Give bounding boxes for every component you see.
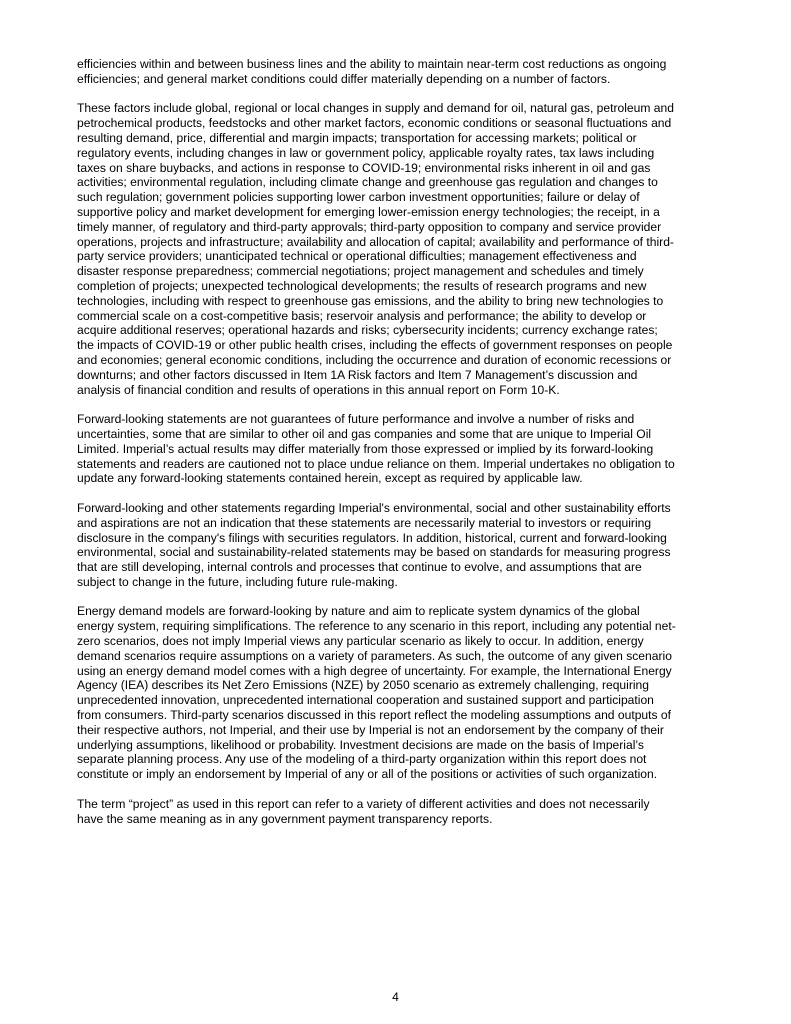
paragraph-project-term: The term “project” as used in this report can refer to a variety of different activities and does not necessarily have the same meaning as in any government payment transparency reports. [77,796,650,826]
document-body [77,57,717,841]
page-number: 4 [392,990,399,1004]
paragraph-energy-demand-models: Energy demand models are forward-looking by nature and aim to replicate system dynamics of the global energy system, requiring simplifications. The reference to any scenario in this report, including any potential net- zero scenarios, does not imply Imperial views any particular scenario as likely to occur. In addition, energy demand scenarios require assumptions on a variety of parameters. As such, the outcome of any given scenario using an energy demand model comes with a high degree of uncertainty. For example, the International Energy Agency (IEA) describes its Net Zero Emissions (NZE) by 2050 scenario as extremely challenging, requiring unprecedented innovation, unprecedented international cooperation and sustained support and participation from consumers. Third-party scenarios discussed in this report reflect the modeling assumptions and outputs of their respective authors, not Imperial, and their use by Imperial is not an endorsement by the company of their underlying assumptions, likelihood or probability. Investment decisions are made on the basis of Imperial’s separate planning process. Any use of the modeling of a third-party organization within this report does not constitute or imply an endorsement by Imperial of any or all of the positions or activities of such organization. [77,604,676,782]
paragraph-efficiencies: efficiencies within and between business lines and the ability to maintain near-term cost reductions as ongoing efficiencies; and general market conditions could differ materially depending on a number of factors. [77,57,667,86]
paragraph-forward-looking-guarantees: Forward-looking statements are not guarantees of future performance and involve a number of risks and uncertainties, some that are similar to other oil and gas companies and some that are unique to Imperial Oil Limited. Imperial’s actual results may differ materially from those expressed or implied by its forward-looking statements and readers are cautioned not to place undue reliance on them. Imperial undertakes no obligation to update any forward-looking statements contained herein, except as required by applicable law. [77,412,675,486]
paragraph-sustainability-statements: Forward-looking and other statements regarding Imperial's environmental, social and other sustainability efforts and aspirations are not an indication that these statements are necessarily material to investors or requiring disclosure in the company's filings with securities regulators. In addition, historical, current and forward-looking environmental, social and sustainability-related statements may be based on standards for measuring progress that are still developing, internal controls and processes that continue to evolve, and assumptions that are subject to change in the future, including future rule-making. [77,500,671,589]
paragraph-factors: These factors include global, regional or local changes in supply and demand for oil, natural gas, petroleum and petrochemical products, feedstocks and other market factors, economic conditions or seasonal fluctuations and resulting demand, price, differential and margin impacts; transportation for accessing markets; political or regulatory events, including changes in law or government policy, applicable royalty rates, tax laws including taxes on share buybacks, and actions in response to COVID-19; environmental risks inherent in oil and gas activities; environmental regulation, including climate change and greenhouse gas regulation and changes to such regulation; government policies supporting lower carbon investment opportunities; failure or delay of supportive policy and market development for emerging lower-emission energy technologies; the receipt, in a timely manner, of regulatory and third-party approvals; third-party opposition to company and service provider operations, projects and infrastructure; availability and allocation of capital; availability and performance of third- party service providers; unanticipated technical or operational difficulties; management effectiveness and disaster response preparedness; commercial negotiations; project management and schedules and timely completion of projects; unexpected technological developments; the results of research programs and new technologies, including with respect to greenhouse gas emissions, and the ability to bring new technologies to commercial scale on a cost-competitive basis; reservoir analysis and performance; the ability to develop or acquire additional reserves; operational hazards and risks; cybersecurity incidents; currency exchange rates; the impacts of COVID-19 or other public health crises, including the effects of government responses on people and economies; general economic conditions, including the occurrence and duration of economic recessions or downturns; and other factors discussed in Item 1A Risk factors and Item 7 Management’s discussion and analysis of financial condition and results of operations in this annual report on Form 10-K. [77,101,674,397]
